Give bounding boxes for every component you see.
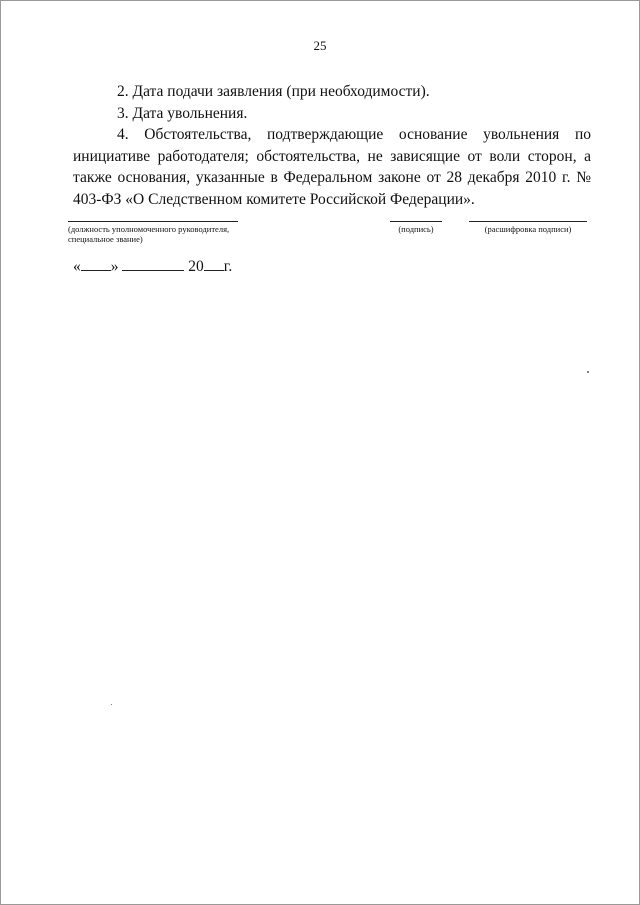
date-open-quote: «: [73, 258, 81, 275]
paragraph-circumstances: 4. Обстоятельства, подтверждающие основание увольнения по инициативе работодателя; обстоятельства, не зависящие от воли сторон, а также основания, указанные в Федеральном законе от 28 декабря 2010 г. № 403-ФЗ «О Следственном комитете Российской Федерации».: [73, 126, 591, 208]
signature-field: [390, 221, 442, 234]
date-close-quote: »: [110, 258, 119, 275]
signature-position-caption: (должность уполномоченного руководителя, специальное звание): [68, 224, 230, 244]
signature-position-field: [68, 221, 238, 244]
date-year-prefix: 20: [188, 258, 204, 275]
scan-speck: [111, 704, 112, 705]
date-month-blank: [122, 256, 184, 271]
date-year-blank: [204, 256, 224, 271]
paragraph-application-date: 2. Дата подачи заявления (при необходимости).: [117, 83, 430, 100]
date-year-suffix: г.: [223, 258, 233, 275]
paragraph-dismissal-date: 3. Дата увольнения.: [117, 104, 248, 122]
signature-decode-field: [469, 221, 587, 234]
date-field: [73, 256, 232, 276]
date-day-blank: [81, 256, 111, 271]
page-number: 25: [313, 38, 327, 53]
document-body: [73, 81, 591, 210]
scan-speck: [587, 371, 589, 373]
signature-caption: (подпись): [398, 224, 434, 234]
signature-decode-caption: (расшифровка подписи): [484, 224, 572, 234]
